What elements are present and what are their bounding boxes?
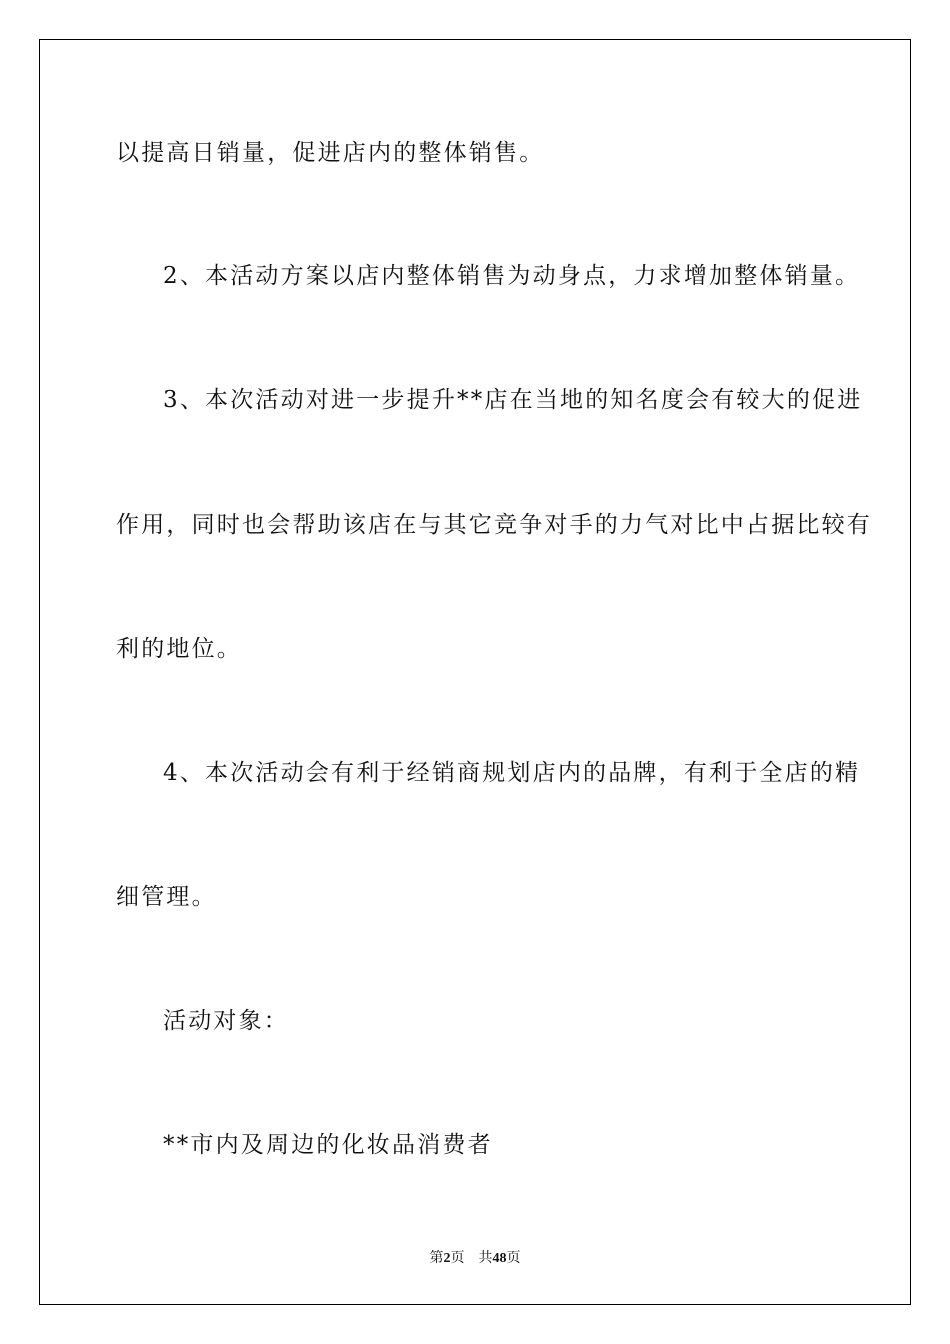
page-border	[39, 39, 911, 1305]
body-line-1: 以提高日销量，促进店内的整体销售。	[116, 140, 545, 166]
body-line-7: 细管理。	[116, 884, 217, 910]
footer-total-prefix: 共	[478, 1251, 493, 1266]
body-line-5: 利的地位。	[116, 636, 242, 662]
body-line-target-audience: **市内及周边的化妆品消费者	[163, 1132, 493, 1158]
body-line-3: 3、本次活动对进一步提升**店在当地的知名度会有较大的促进	[163, 387, 863, 413]
body-line-4: 作用，同时也会帮助该店在与其它竞争对手的力气对比中占据比较有	[116, 512, 872, 538]
footer-total-pages: 48	[492, 1251, 507, 1266]
body-line-2: 2、本活动方案以店内整体销售为动身点，力求增加整体销量。	[163, 263, 861, 289]
footer-page-suffix: 页	[450, 1251, 465, 1266]
footer-page-number: 2	[443, 1251, 451, 1266]
section-heading-activity-target: 活动对象：	[163, 1008, 289, 1034]
body-line-6: 4、本次活动会有利于经销商规划店内的品牌，有利于全店的精	[163, 760, 861, 786]
footer-total-suffix: 页	[506, 1251, 521, 1266]
footer-page-prefix: 第	[429, 1251, 444, 1266]
page-footer	[0, 1247, 950, 1267]
